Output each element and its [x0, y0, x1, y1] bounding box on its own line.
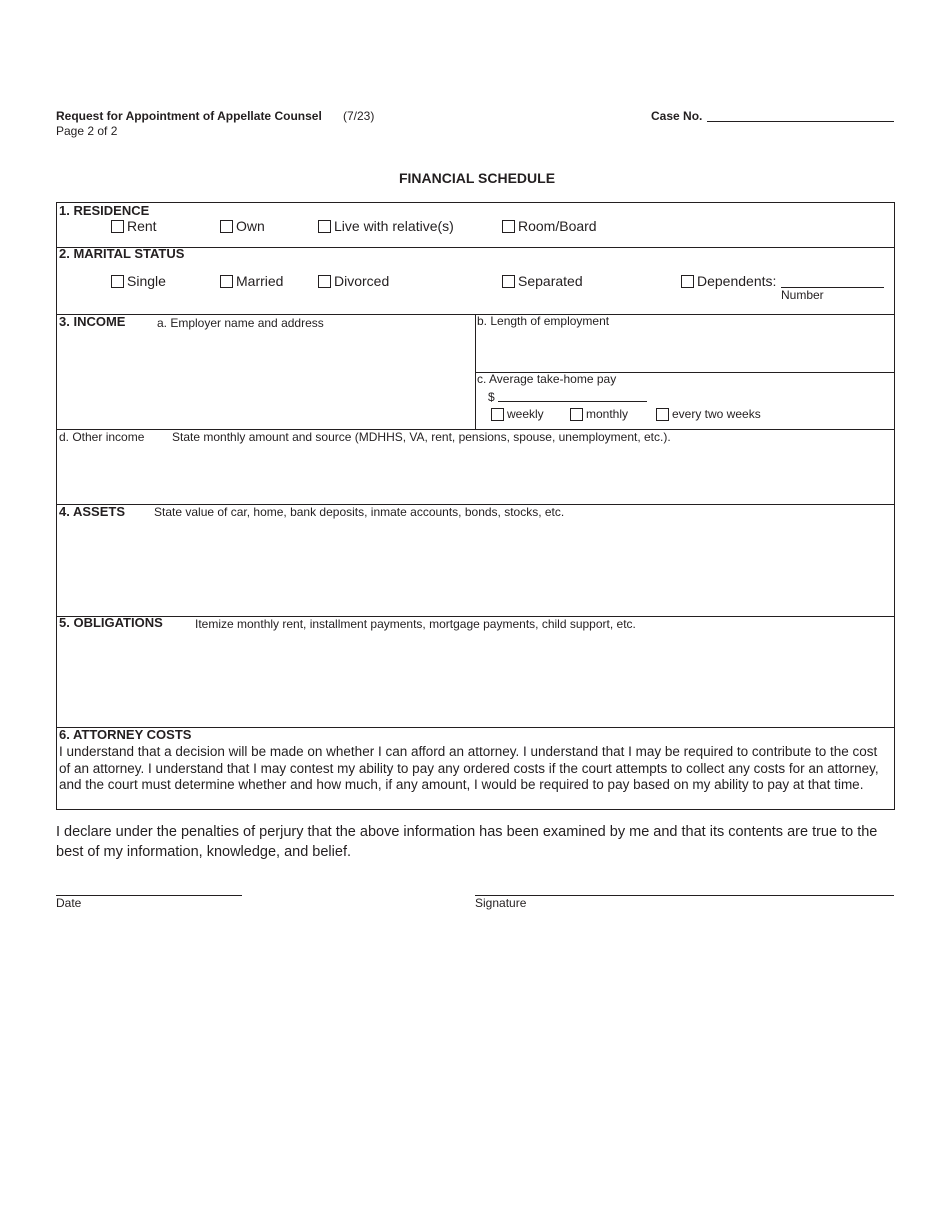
take-home-pay-field[interactable] — [498, 401, 647, 402]
pay-option-monthly[interactable]: monthly — [570, 407, 628, 421]
marital-option-single[interactable]: Single — [111, 273, 166, 289]
marital-status-label: 2. MARITAL STATUS — [59, 246, 185, 261]
residence-option-rent[interactable]: Rent — [111, 218, 157, 234]
checkbox[interactable] — [491, 408, 504, 421]
take-home-pay-label: c. Average take-home pay — [477, 372, 617, 386]
financial-schedule-form — [56, 202, 895, 810]
checkbox[interactable] — [318, 220, 331, 233]
case-number-field[interactable] — [707, 121, 894, 122]
checkbox[interactable] — [111, 275, 124, 288]
assets-instructions: State value of car, home, bank deposits, inmate accounts, bonds, stocks, etc. — [154, 505, 565, 519]
case-number-label: Case No. — [651, 109, 703, 123]
currency-symbol: $ — [488, 390, 495, 404]
employment-length-label: b. Length of employment — [477, 314, 610, 328]
page-number: Page 2 of 2 — [56, 124, 118, 138]
marital-option-dependents[interactable]: Dependents: — [681, 273, 776, 289]
checkbox[interactable] — [111, 220, 124, 233]
date-field[interactable] — [56, 895, 242, 896]
obligations-label: 5. OBLIGATIONS — [59, 615, 163, 630]
checkbox[interactable] — [681, 275, 694, 288]
checkbox[interactable] — [220, 275, 233, 288]
perjury-declaration: I declare under the penalties of perjury that the above information has been examined by me and that its contents are true to the best of my information, knowledge, and belief. — [56, 824, 878, 860]
checkbox[interactable] — [220, 220, 233, 233]
checkbox[interactable] — [570, 408, 583, 421]
residence-option-relatives[interactable]: Live with relative(s) — [318, 218, 454, 234]
other-income-label: d. Other income — [59, 430, 145, 444]
residence-option-room-board[interactable]: Room/Board — [502, 218, 597, 234]
pay-option-weekly[interactable]: weekly — [491, 407, 544, 421]
attorney-costs-label: 6. ATTORNEY COSTS — [59, 727, 192, 742]
obligations-instructions: Itemize monthly rent, installment payments, mortgage payments, child support, etc. — [195, 617, 636, 631]
signature-label: Signature — [475, 896, 527, 910]
form-revision: (7/23) — [343, 109, 375, 123]
checkbox[interactable] — [318, 275, 331, 288]
schedule-title: FINANCIAL SCHEDULE — [398, 170, 556, 186]
employer-label: a. Employer name and address — [157, 316, 324, 330]
assets-label: 4. ASSETS — [59, 504, 125, 519]
income-label: 3. INCOME — [59, 314, 126, 329]
checkbox[interactable] — [502, 275, 515, 288]
checkbox[interactable] — [656, 408, 669, 421]
attorney-costs-text: I understand that a decision will be made on whether I can afford an attorney. I understand that I may be required to contribute to the cost of an attorney. I understand that I may contest my ability to pay any ordered costs if the court attempts to collect any costs for an attorney, and the court must determine whether and how much, if any amount, I would be required to pay based on my ability to pay at that time. — [59, 744, 879, 793]
residence-option-own[interactable]: Own — [220, 218, 265, 234]
divider — [475, 314, 476, 429]
date-label: Date — [56, 896, 82, 910]
residence-label: 1. RESIDENCE — [59, 203, 150, 218]
signature-field[interactable] — [475, 895, 894, 896]
marital-option-divorced[interactable]: Divorced — [318, 273, 389, 289]
marital-option-married[interactable]: Married — [220, 273, 283, 289]
pay-option-biweekly[interactable]: every two weeks — [656, 407, 761, 421]
form-title: Request for Appointment of Appellate Counsel — [56, 109, 322, 123]
marital-option-separated[interactable]: Separated — [502, 273, 583, 289]
other-income-instructions: State monthly amount and source (MDHHS, VA, rent, pensions, spouse, unemployment, etc.). — [172, 430, 671, 444]
checkbox[interactable] — [502, 220, 515, 233]
dependents-number-label: Number — [781, 288, 824, 302]
